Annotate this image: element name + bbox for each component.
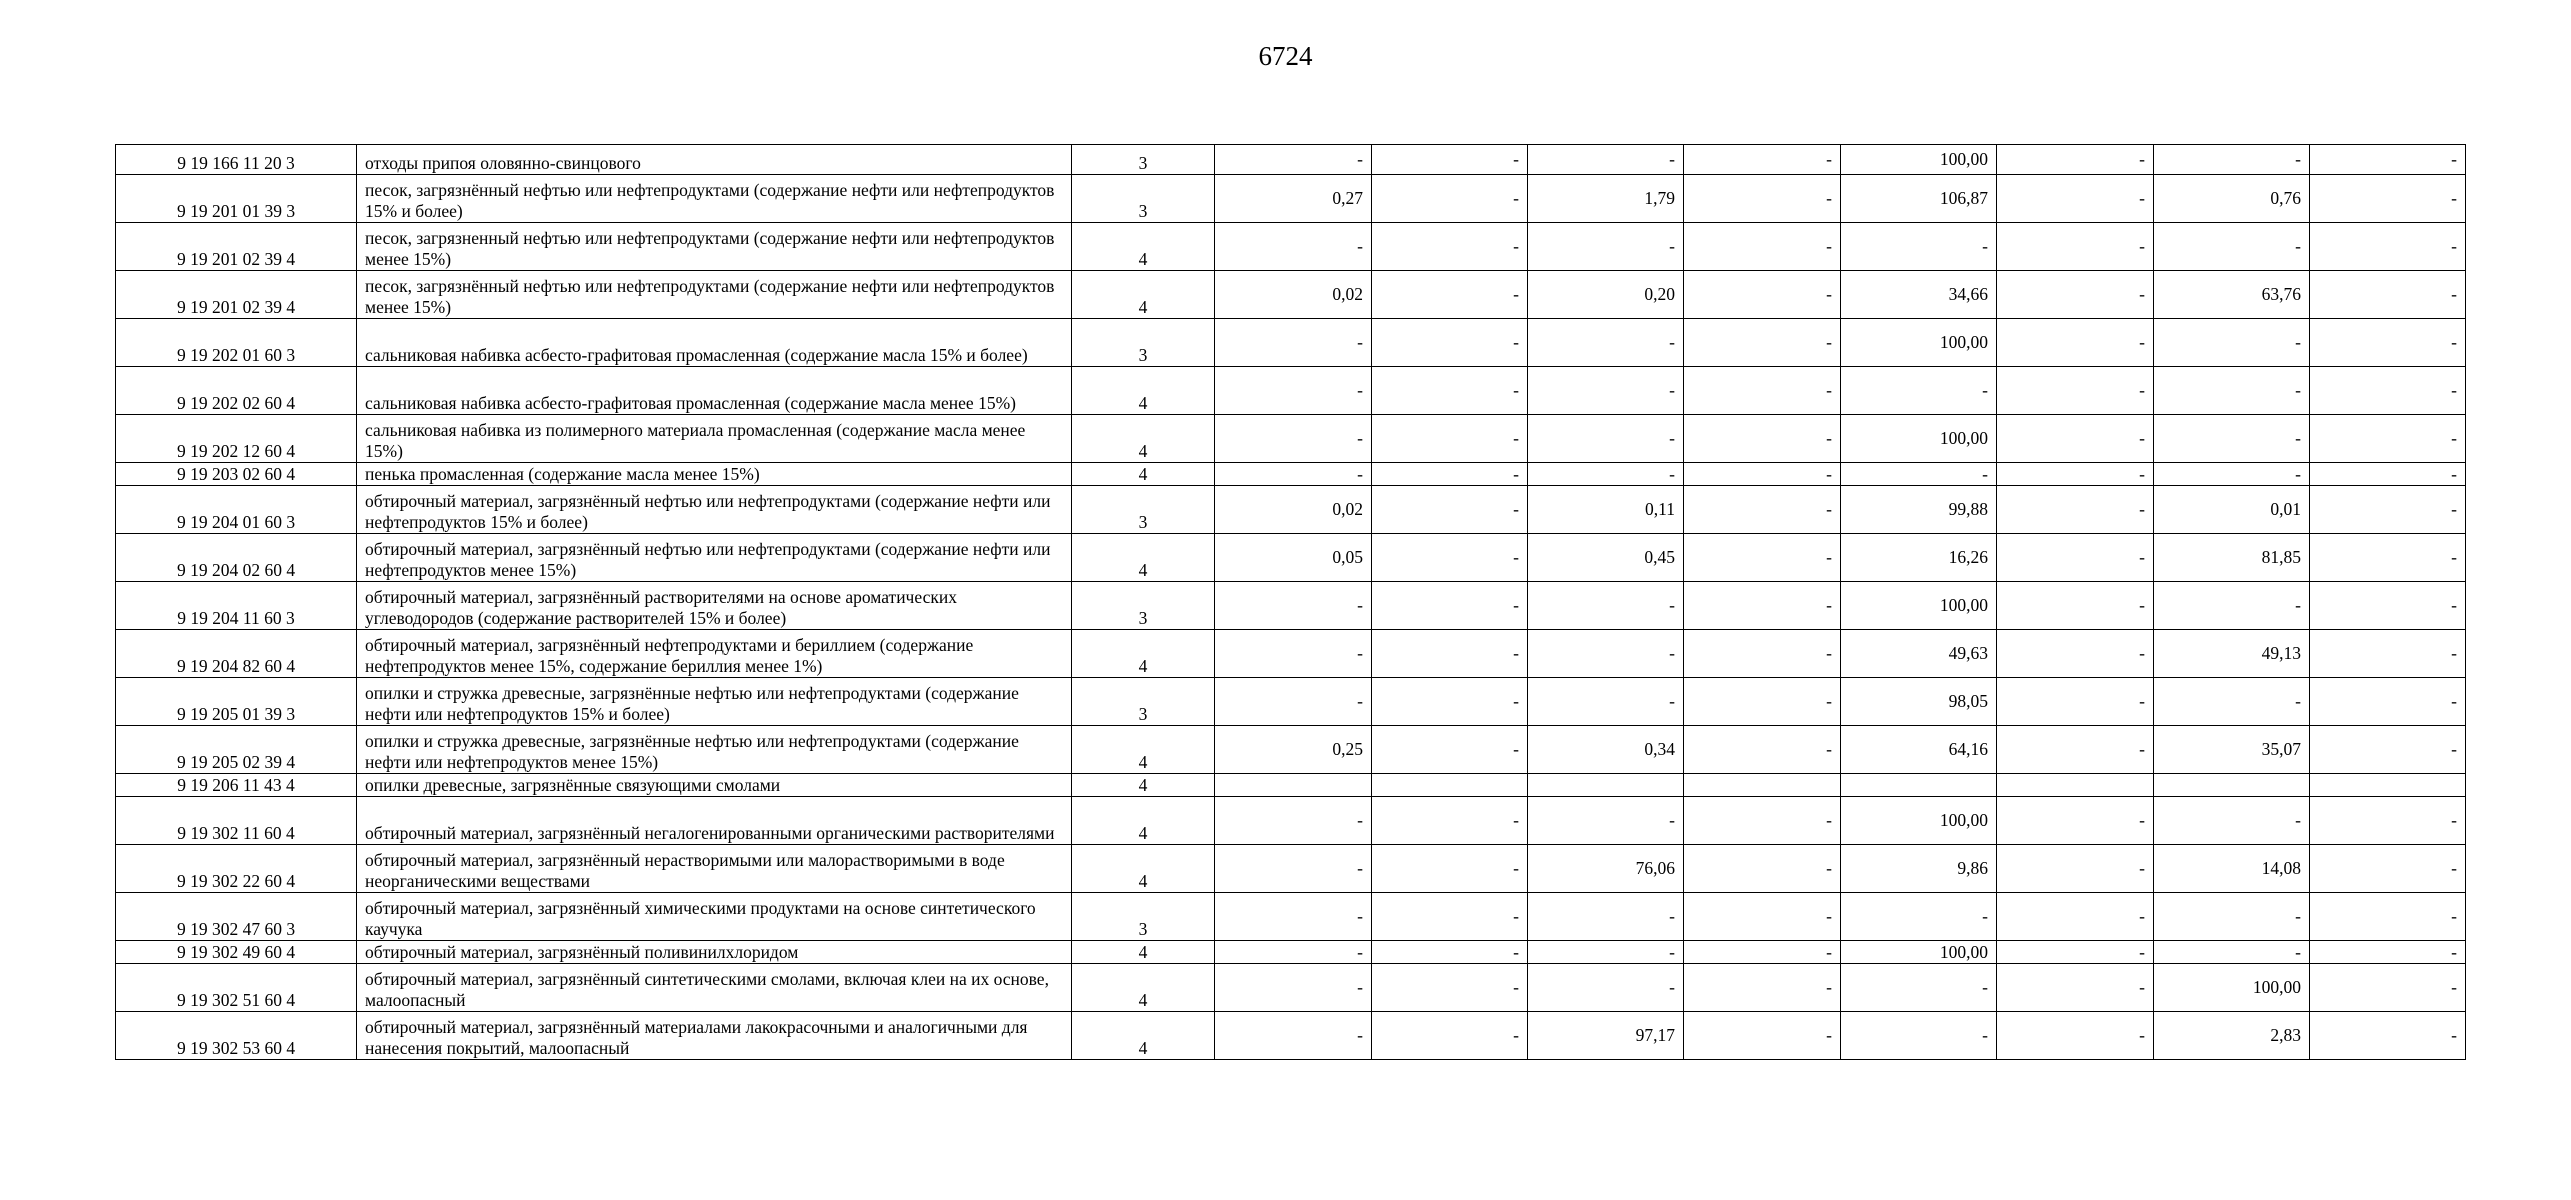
value-cell: - [1997, 630, 2154, 678]
waste-name-cell: обтирочный материал, загрязнённый синтетическими смолами, включая клеи на их основе, малоопасный [357, 964, 1072, 1012]
value-cell: - [1528, 582, 1684, 630]
value-cell: - [1215, 463, 1372, 486]
waste-name-cell: обтирочный материал, загрязнённый нефтепродуктами и бериллием (содержание нефтепродуктов менее 15%, содержание бериллия менее 1%) [357, 630, 1072, 678]
value-cell: - [1215, 630, 1372, 678]
value-cell: - [2310, 223, 2466, 271]
waste-code-cell: 9 19 205 01 39 3 [116, 678, 357, 726]
hazard-class-cell: 3 [1072, 319, 1215, 367]
value-cell: 49,13 [2154, 630, 2310, 678]
value-cell: 64,16 [1841, 726, 1997, 774]
value-cell: - [1372, 845, 1528, 893]
value-cell: - [1684, 367, 1841, 415]
value-cell: - [1215, 1012, 1372, 1060]
waste-name-cell: сальниковая набивка из полимерного материала промасленная (содержание масла менее 15%) [357, 415, 1072, 463]
value-cell: - [1684, 582, 1841, 630]
value-cell: 0,34 [1528, 726, 1684, 774]
waste-name-cell: сальниковая набивка асбесто-графитовая промасленная (содержание масла 15% и более) [357, 319, 1072, 367]
value-cell: - [2310, 415, 2466, 463]
hazard-class-cell: 4 [1072, 1012, 1215, 1060]
value-cell: - [2310, 175, 2466, 223]
waste-code-cell: 9 19 166 11 20 3 [116, 145, 357, 175]
waste-code-cell: 9 19 204 11 60 3 [116, 582, 357, 630]
value-cell: - [1684, 941, 1841, 964]
value-cell: - [2154, 678, 2310, 726]
value-cell: 34,66 [1841, 271, 1997, 319]
value-cell: - [2154, 582, 2310, 630]
value-cell: - [1372, 630, 1528, 678]
value-cell: - [1997, 145, 2154, 175]
value-cell: - [1372, 678, 1528, 726]
value-cell: 1,79 [1528, 175, 1684, 223]
value-cell: 35,07 [2154, 726, 2310, 774]
table-row [116, 582, 2466, 630]
table-row [116, 630, 2466, 678]
waste-distribution-table [115, 144, 2466, 1060]
hazard-class-cell: 3 [1072, 175, 1215, 223]
waste-name-cell: пенька промасленная (содержание масла менее 15%) [357, 463, 1072, 486]
value-cell: - [1528, 223, 1684, 271]
value-cell: - [1684, 486, 1841, 534]
value-cell: - [2310, 145, 2466, 175]
value-cell [1528, 774, 1684, 797]
value-cell: - [1215, 893, 1372, 941]
value-cell: - [1215, 367, 1372, 415]
value-cell [1684, 774, 1841, 797]
value-cell: - [1528, 797, 1684, 845]
value-cell: - [1215, 415, 1372, 463]
hazard-class-cell: 4 [1072, 774, 1215, 797]
value-cell: - [1684, 964, 1841, 1012]
value-cell: - [1372, 582, 1528, 630]
waste-name-cell: обтирочный материал, загрязнённый поливинилхлоридом [357, 941, 1072, 964]
value-cell: - [1684, 223, 1841, 271]
waste-code-cell: 9 19 302 47 60 3 [116, 893, 357, 941]
table-row [116, 486, 2466, 534]
value-cell: - [1997, 797, 2154, 845]
waste-name-cell: песок, загрязненный нефтью или нефтепродуктами (содержание нефти или нефтепродуктов менее 15%) [357, 223, 1072, 271]
waste-name-cell: обтирочный материал, загрязнённый негалогенированными органическими растворителями [357, 797, 1072, 845]
value-cell: 106,87 [1841, 175, 1997, 223]
table-row [116, 271, 2466, 319]
value-cell: - [1372, 941, 1528, 964]
waste-code-cell: 9 19 302 53 60 4 [116, 1012, 357, 1060]
value-cell: 100,00 [1841, 415, 1997, 463]
waste-name-cell: обтирочный материал, загрязнённый материалами лакокрасочными и аналогичными для нанесения покрытий, малоопасный [357, 1012, 1072, 1060]
waste-code-cell: 9 19 205 02 39 4 [116, 726, 357, 774]
value-cell: - [1841, 893, 1997, 941]
table-row [116, 726, 2466, 774]
waste-code-cell: 9 19 202 01 60 3 [116, 319, 357, 367]
table-row [116, 534, 2466, 582]
value-cell: - [1841, 1012, 1997, 1060]
table-row [116, 893, 2466, 941]
value-cell: - [1372, 319, 1528, 367]
value-cell: - [2310, 271, 2466, 319]
value-cell: - [1372, 893, 1528, 941]
table-row [116, 319, 2466, 367]
waste-name-cell: обтирочный материал, загрязнённый растворителями на основе ароматических углеводородов (содержание растворителей 15% и более) [357, 582, 1072, 630]
value-cell: - [1372, 463, 1528, 486]
value-cell: 49,63 [1841, 630, 1997, 678]
hazard-class-cell: 4 [1072, 630, 1215, 678]
value-cell: - [1528, 893, 1684, 941]
value-cell: - [1215, 797, 1372, 845]
value-cell: 63,76 [2154, 271, 2310, 319]
value-cell: - [2310, 534, 2466, 582]
value-cell: - [1372, 964, 1528, 1012]
value-cell: 2,83 [2154, 1012, 2310, 1060]
value-cell: 100,00 [1841, 582, 1997, 630]
value-cell: - [1997, 175, 2154, 223]
value-cell: - [1997, 319, 2154, 367]
value-cell: - [1528, 367, 1684, 415]
value-cell: - [1215, 145, 1372, 175]
value-cell: - [2310, 1012, 2466, 1060]
value-cell: - [2310, 678, 2466, 726]
waste-code-cell: 9 19 202 12 60 4 [116, 415, 357, 463]
value-cell: - [1528, 415, 1684, 463]
value-cell: 0,76 [2154, 175, 2310, 223]
value-cell: - [2310, 486, 2466, 534]
waste-code-cell: 9 19 204 02 60 4 [116, 534, 357, 582]
hazard-class-cell: 3 [1072, 893, 1215, 941]
value-cell: - [1215, 845, 1372, 893]
table-row [116, 415, 2466, 463]
hazard-class-cell: 4 [1072, 534, 1215, 582]
value-cell [1841, 774, 1997, 797]
value-cell: - [1215, 223, 1372, 271]
value-cell: - [1372, 367, 1528, 415]
value-cell: - [1997, 845, 2154, 893]
value-cell: - [1997, 582, 2154, 630]
value-cell [2310, 774, 2466, 797]
waste-name-cell: обтирочный материал, загрязнённый химическими продуктами на основе синтетического каучука [357, 893, 1072, 941]
table-row [116, 367, 2466, 415]
waste-code-cell: 9 19 202 02 60 4 [116, 367, 357, 415]
value-cell: - [1684, 630, 1841, 678]
value-cell: - [1684, 463, 1841, 486]
hazard-class-cell: 4 [1072, 964, 1215, 1012]
waste-name-cell: обтирочный материал, загрязнённый нефтью или нефтепродуктами (содержание нефти или нефтепродуктов менее 15%) [357, 534, 1072, 582]
value-cell: 97,17 [1528, 1012, 1684, 1060]
value-cell: - [1684, 726, 1841, 774]
hazard-class-cell: 4 [1072, 845, 1215, 893]
value-cell: - [1372, 271, 1528, 319]
waste-code-cell: 9 19 201 02 39 4 [116, 223, 357, 271]
value-cell: - [1684, 797, 1841, 845]
value-cell: - [1372, 415, 1528, 463]
value-cell: - [1684, 271, 1841, 319]
value-cell: 98,05 [1841, 678, 1997, 726]
value-cell: 0,05 [1215, 534, 1372, 582]
waste-code-cell: 9 19 201 02 39 4 [116, 271, 357, 319]
value-cell: - [1684, 145, 1841, 175]
waste-code-cell: 9 19 201 01 39 3 [116, 175, 357, 223]
table-row [116, 678, 2466, 726]
table-row [116, 223, 2466, 271]
page-number: 6724 [1258, 41, 1313, 71]
value-cell: - [1997, 964, 2154, 1012]
waste-name-cell: сальниковая набивка асбесто-графитовая промасленная (содержание масла менее 15%) [357, 367, 1072, 415]
value-cell: - [2154, 367, 2310, 415]
value-cell: 100,00 [1841, 319, 1997, 367]
value-cell: - [1997, 893, 2154, 941]
value-cell: - [2310, 726, 2466, 774]
value-cell: - [2154, 893, 2310, 941]
value-cell: - [1528, 630, 1684, 678]
value-cell: - [2310, 630, 2466, 678]
waste-name-cell: обтирочный материал, загрязнённый нефтью или нефтепродуктами (содержание нефти или нефтепродуктов 15% и более) [357, 486, 1072, 534]
value-cell: - [1528, 145, 1684, 175]
waste-code-cell: 9 19 302 51 60 4 [116, 964, 357, 1012]
value-cell: 0,45 [1528, 534, 1684, 582]
value-cell: - [2154, 223, 2310, 271]
value-cell: - [1997, 534, 2154, 582]
value-cell: 99,88 [1841, 486, 1997, 534]
hazard-class-cell: 4 [1072, 271, 1215, 319]
value-cell: - [2154, 319, 2310, 367]
value-cell: 100,00 [1841, 941, 1997, 964]
value-cell: - [1841, 367, 1997, 415]
value-cell: - [1997, 271, 2154, 319]
value-cell [1997, 774, 2154, 797]
value-cell: - [1684, 1012, 1841, 1060]
value-cell [2154, 774, 2310, 797]
waste-name-cell: опилки и стружка древесные, загрязнённые нефтью или нефтепродуктами (содержание нефти или нефтепродуктов 15% и более) [357, 678, 1072, 726]
value-cell: - [2154, 463, 2310, 486]
table-row [116, 774, 2466, 797]
value-cell: 9,86 [1841, 845, 1997, 893]
value-cell: 100,00 [1841, 145, 1997, 175]
value-cell: - [1215, 678, 1372, 726]
value-cell: - [1997, 463, 2154, 486]
value-cell: - [1997, 941, 2154, 964]
value-cell: - [1372, 797, 1528, 845]
value-cell: - [1372, 223, 1528, 271]
value-cell: - [2310, 964, 2466, 1012]
table-row [116, 964, 2466, 1012]
value-cell: - [1528, 941, 1684, 964]
value-cell [1372, 774, 1528, 797]
value-cell: - [2154, 941, 2310, 964]
value-cell: - [2310, 845, 2466, 893]
waste-code-cell: 9 19 302 11 60 4 [116, 797, 357, 845]
value-cell: 14,08 [2154, 845, 2310, 893]
value-cell: 0,25 [1215, 726, 1372, 774]
value-cell: - [2310, 893, 2466, 941]
waste-name-cell: опилки древесные, загрязнённые связующими смолами [357, 774, 1072, 797]
hazard-class-cell: 3 [1072, 582, 1215, 630]
table-row [116, 797, 2466, 845]
value-cell: - [1841, 964, 1997, 1012]
hazard-class-cell: 4 [1072, 415, 1215, 463]
value-cell: - [2154, 797, 2310, 845]
hazard-class-cell: 3 [1072, 486, 1215, 534]
hazard-class-cell: 4 [1072, 463, 1215, 486]
value-cell: - [2310, 319, 2466, 367]
value-cell: - [1997, 367, 2154, 415]
value-cell: - [1997, 1012, 2154, 1060]
value-cell: - [1684, 845, 1841, 893]
value-cell: - [1372, 145, 1528, 175]
hazard-class-cell: 3 [1072, 678, 1215, 726]
value-cell: - [1684, 175, 1841, 223]
value-cell: 0,02 [1215, 271, 1372, 319]
value-cell: - [1528, 463, 1684, 486]
value-cell: - [1841, 463, 1997, 486]
value-cell: 0,01 [2154, 486, 2310, 534]
value-cell: - [2310, 941, 2466, 964]
value-cell: - [2154, 415, 2310, 463]
value-cell: - [1372, 726, 1528, 774]
value-cell: - [1372, 486, 1528, 534]
table-row [116, 145, 2466, 175]
value-cell: 16,26 [1841, 534, 1997, 582]
waste-code-cell: 9 19 206 11 43 4 [116, 774, 357, 797]
value-cell: 0,27 [1215, 175, 1372, 223]
table-row [116, 463, 2466, 486]
table-row [116, 1012, 2466, 1060]
waste-code-cell: 9 19 204 82 60 4 [116, 630, 357, 678]
waste-code-cell: 9 19 204 01 60 3 [116, 486, 357, 534]
value-cell: - [2154, 145, 2310, 175]
value-cell: - [1528, 319, 1684, 367]
value-cell: - [1684, 893, 1841, 941]
hazard-class-cell: 4 [1072, 726, 1215, 774]
value-cell: - [1841, 223, 1997, 271]
value-cell: - [2310, 797, 2466, 845]
value-cell: - [2310, 367, 2466, 415]
value-cell: 76,06 [1528, 845, 1684, 893]
waste-name-cell: отходы припоя оловянно-свинцового [357, 145, 1072, 175]
value-cell: - [1372, 1012, 1528, 1060]
value-cell: - [1215, 582, 1372, 630]
hazard-class-cell: 4 [1072, 797, 1215, 845]
value-cell: - [1528, 678, 1684, 726]
table-row [116, 941, 2466, 964]
value-cell: 0,20 [1528, 271, 1684, 319]
value-cell [1215, 774, 1372, 797]
table-row [116, 175, 2466, 223]
value-cell: - [1215, 941, 1372, 964]
hazard-class-cell: 4 [1072, 223, 1215, 271]
waste-code-cell: 9 19 203 02 60 4 [116, 463, 357, 486]
table-row [116, 845, 2466, 893]
value-cell: - [1684, 678, 1841, 726]
hazard-class-cell: 4 [1072, 941, 1215, 964]
value-cell: - [1215, 319, 1372, 367]
waste-name-cell: обтирочный материал, загрязнённый нерастворимыми или малорастворимыми в воде неорганическими веществами [357, 845, 1072, 893]
value-cell: - [1215, 964, 1372, 1012]
value-cell: - [1997, 486, 2154, 534]
value-cell: - [1684, 534, 1841, 582]
hazard-class-cell: 4 [1072, 367, 1215, 415]
value-cell: - [1997, 223, 2154, 271]
waste-name-cell: песок, загрязнённый нефтью или нефтепродуктами (содержание нефти или нефтепродуктов менее 15%) [357, 271, 1072, 319]
waste-code-cell: 9 19 302 49 60 4 [116, 941, 357, 964]
value-cell: 100,00 [1841, 797, 1997, 845]
value-cell: 0,11 [1528, 486, 1684, 534]
hazard-class-cell: 3 [1072, 145, 1215, 175]
table-body [116, 145, 2466, 1060]
value-cell: - [1684, 319, 1841, 367]
value-cell: 100,00 [2154, 964, 2310, 1012]
waste-name-cell: песок, загрязнённый нефтью или нефтепродуктами (содержание нефти или нефтепродуктов 15% и более) [357, 175, 1072, 223]
value-cell: - [1372, 534, 1528, 582]
waste-name-cell: опилки и стружка древесные, загрязнённые нефтью или нефтепродуктами (содержание нефти или нефтепродуктов менее 15%) [357, 726, 1072, 774]
value-cell: - [1997, 726, 2154, 774]
waste-code-cell: 9 19 302 22 60 4 [116, 845, 357, 893]
value-cell: - [1372, 175, 1528, 223]
value-cell: - [2310, 582, 2466, 630]
value-cell: - [2310, 463, 2466, 486]
value-cell: 81,85 [2154, 534, 2310, 582]
value-cell: 0,02 [1215, 486, 1372, 534]
value-cell: - [1997, 415, 2154, 463]
value-cell: - [1997, 678, 2154, 726]
value-cell: - [1684, 415, 1841, 463]
value-cell: - [1528, 964, 1684, 1012]
